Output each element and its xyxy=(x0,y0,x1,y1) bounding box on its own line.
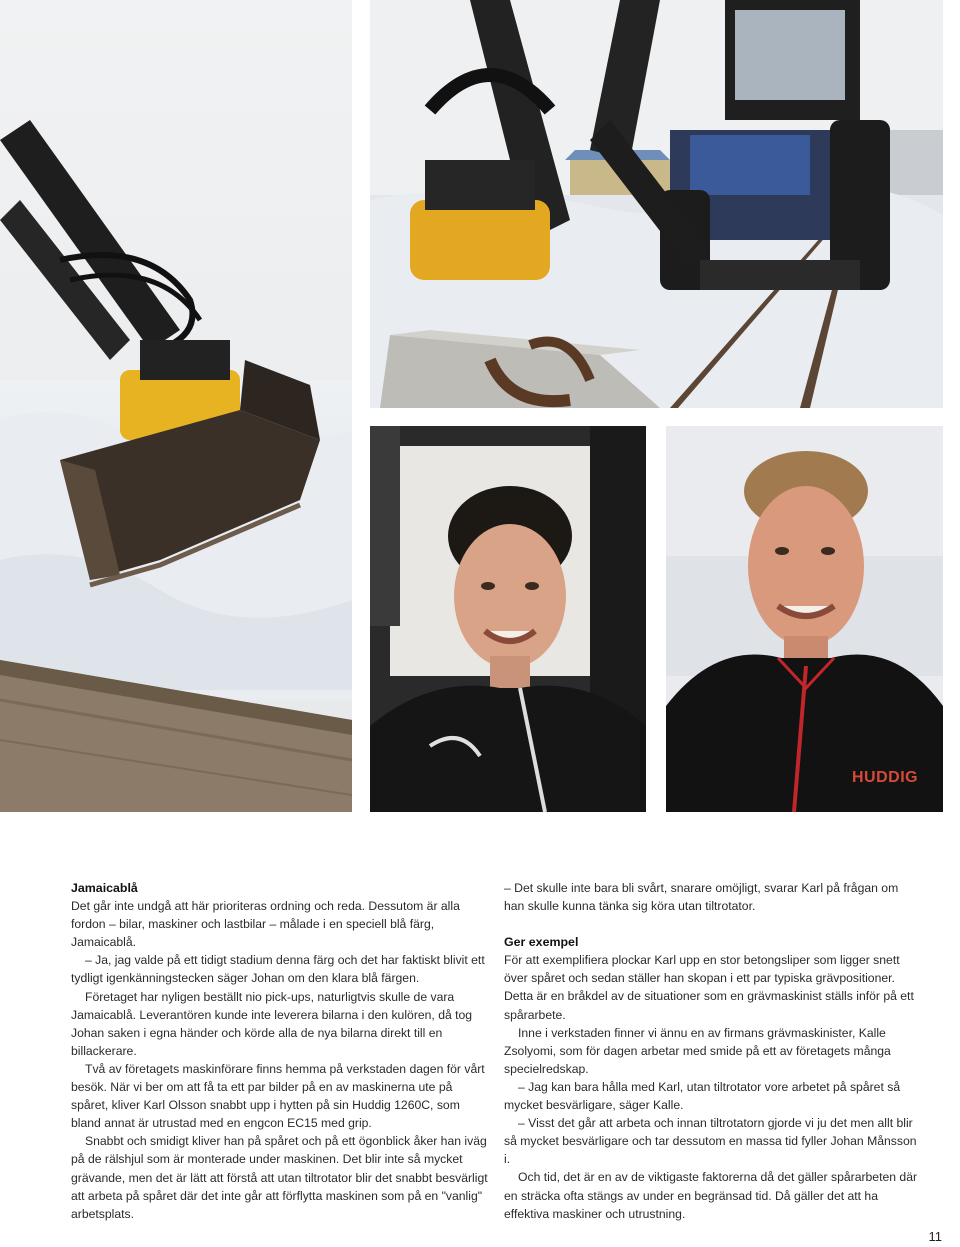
article-left-column xyxy=(71,879,489,1223)
paragraph: Och tid, det är en av de viktigaste faktorerna då det gäller spårarbeten där en sträcka ofta stängs av under en begränsad tid. Då gäller det att ha effektiva maskiner och utrustning. xyxy=(504,1170,918,1221)
paragraph: För att exemplifiera plockar Karl upp en stor betongsliper som ligger snett över spåret och sedan ställer han skopan i ett par typiska grävpositioner. Detta är en bråkdel av de situationer som en grävmaskinist ställs inför på ett spårarbete. xyxy=(504,953,914,1022)
paragraph: – Jag kan bara hålla med Karl, utan tiltrotator vore arbetet på spåret så mycket besvärligare, säger Kalle. xyxy=(504,1079,901,1113)
section-heading-ger-exempel: Ger exempel xyxy=(504,935,579,950)
photo-backhoe-on-track xyxy=(370,0,943,408)
bucket-scene xyxy=(0,0,352,812)
johan-portrait xyxy=(370,426,646,812)
paragraph: Två av företagets maskinförare finns hemma på verkstaden dagen för vårt besök. När vi ber om att få ta ett par bilder på en av maskinerna ute på spåret, kliver Karl Olsson snabbt upp i hytten på sin Huddig 1260C, som bland annat är utrustad med en engcon EC15 med grip. xyxy=(71,1061,485,1131)
paragraph: Inne i verkstaden finner vi ännu en av firmans grävmaskinister, Kalle Zsolyomi, som för dagen arbetar med smide på ett av företagets många specielredskap. xyxy=(504,1025,891,1076)
paragraph: Företaget har nyligen beställt nio pick-ups, naturligtvis skulle de vara Jamaicablå. Leverantören kunde inte leverera bilarna i den kulören, då tog Johan saken i egna händer och körde alla de nya bilarna direkt till en billackerare. xyxy=(71,989,473,1058)
section-heading-jamaicabla: Jamaicablå xyxy=(71,881,138,895)
paragraph: Snabbt och smidigt kliver han på spåret och på ett ögonblick åker han iväg på de rälshjul som är monterade under maskinen. Det blir inte så mycket grävande, men det är lätt att förstå att utan tiltrotator blir det snabbt besvärligt att arbeta på spåret där det inte går att förflytta maskinen som på en "vanlig" arbetsplats. xyxy=(71,1134,488,1221)
jacket-logo-text: HUDDIG xyxy=(852,769,919,786)
karl-portrait xyxy=(666,426,943,812)
photo-portrait-karl xyxy=(666,426,943,812)
paragraph: Det går inte undgå att här prioriteras ordning och reda. Dessutom är alla fordon – bilar, maskiner och lastbilar – målade i en speciell blå färg, Jamaicablå. xyxy=(71,899,460,950)
intro-paragraph: – Det skulle inte bara bli svårt, snarare omöjligt, svarar Karl på frågan om han skulle kunna tänka sig köra utan tiltrotator. xyxy=(504,881,899,914)
paragraph: – Visst det går att arbeta och innan tiltrotatorn gjorde vi ju det men allt blir så mycket besvärligare och tar dessutom en massa tid fyller Johan Månsson i. xyxy=(504,1116,917,1167)
photo-excavator-bucket xyxy=(0,0,352,812)
backhoe-scene xyxy=(370,0,943,408)
paragraph: – Ja, jag valde på ett tidigt stadium denna färg och det har faktiskt blivit ett tydligt igenkänningstecken säger Johan om den klara blå färgen. xyxy=(71,953,485,986)
photo-portrait-johan xyxy=(370,426,646,812)
article-right-column xyxy=(504,879,920,1223)
page-number: 11 xyxy=(928,1229,942,1244)
